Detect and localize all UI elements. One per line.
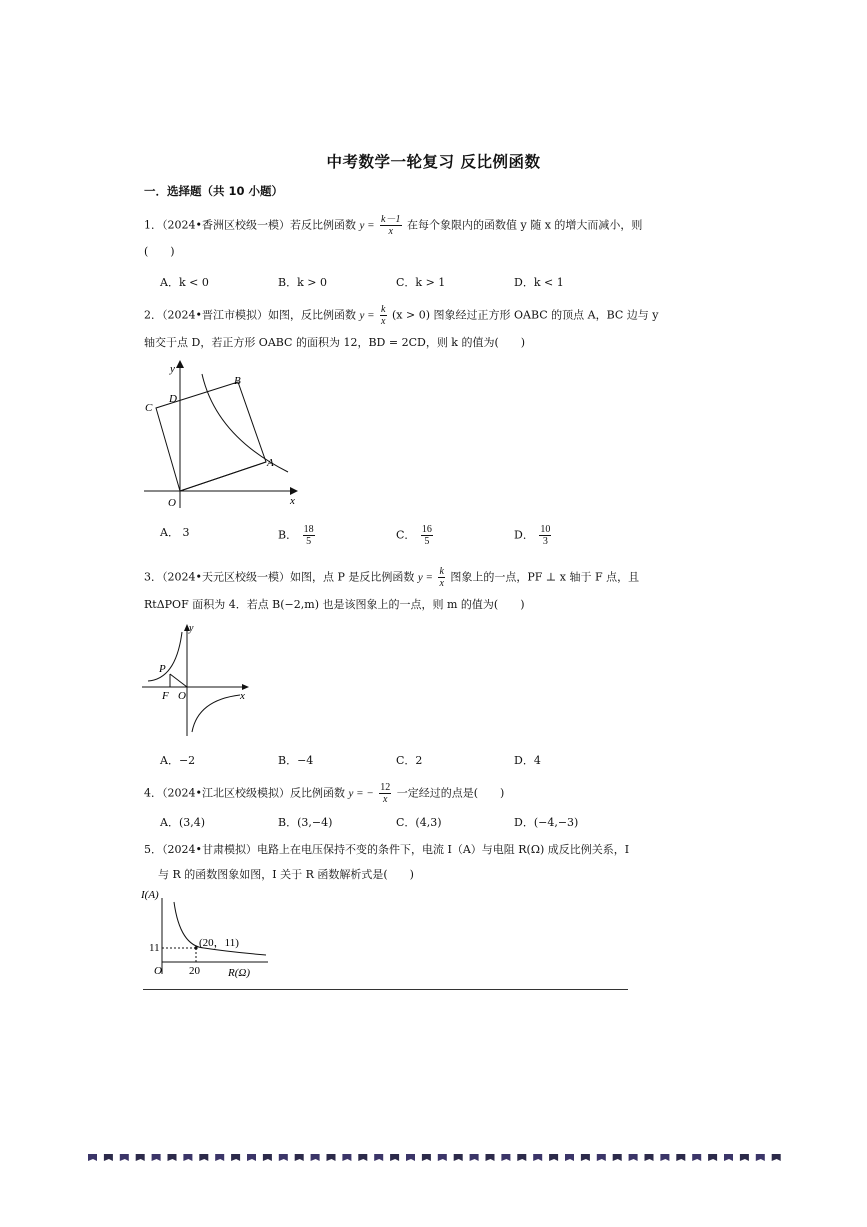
question-5: 5．（2024•甘肃模拟）电路上在电压保持不变的条件下，电流 I（A）与电阻 R(Ω) 成反比例关系，I xyxy=(144,843,630,856)
q5-line1: （2024•甘肃模拟）电路上在电压保持不变的条件下，电流 I（A）与电阻 R(Ω) 成反比例关系，I xyxy=(162,843,630,856)
q4-options xyxy=(160,814,680,830)
q5-figure xyxy=(140,884,270,980)
q2-oa xyxy=(180,462,266,491)
q4-text-post: 一定经过的点是( ) xyxy=(396,786,505,800)
q5-label-xaxis: R(Ω) xyxy=(228,967,250,979)
footer-flag-icon xyxy=(295,1154,304,1161)
q5-line2: 与 R 的函数图象如图，I 关于 R 函数解析式是( ) xyxy=(158,868,414,881)
q5-label-ytick: 11 xyxy=(149,942,160,954)
q2-fraction: $\frac{k}{x}$ xyxy=(381,304,386,327)
q3-label-y: y xyxy=(189,623,194,634)
footer-flag-icon xyxy=(311,1154,320,1161)
page-title: 中考数学一轮复习 反比例函数 xyxy=(326,153,541,171)
footer-flag-icon xyxy=(756,1154,765,1161)
q2-label-b: B xyxy=(234,375,241,387)
footer-flag-icon xyxy=(708,1154,717,1161)
q2-x-arrow xyxy=(290,487,298,495)
footer-flag-icon xyxy=(660,1154,669,1161)
q1-text-post: 在每个象限内的函数值 y 随 x 的增大而减小，则 xyxy=(407,218,643,232)
footer-flag-icon xyxy=(422,1154,431,1161)
q3-option-b[interactable]: B．−4 xyxy=(278,754,314,767)
footer-flag-icon xyxy=(136,1154,145,1161)
footer-flag-icon xyxy=(88,1154,97,1161)
q2-label-c: C xyxy=(145,402,153,414)
q2-y-arrow xyxy=(176,360,184,368)
q2-option-b[interactable]: B． $\frac{18}{5}$ xyxy=(278,524,314,547)
footer-flag-icon xyxy=(470,1154,479,1161)
footer-flag-icon xyxy=(533,1154,542,1161)
q3-label-o: O xyxy=(178,690,186,702)
q2-option-c[interactable]: C． $\frac{16}{5}$ xyxy=(396,524,432,547)
q2-text-pre: （2024•晋江市模拟）如图，反比例函数 xyxy=(162,308,356,322)
question-1: 1．（2024•香洲区校级一模）若反比例函数 y = $\frac{k-1}{x}$ 在每个象限内的函数值 y 随 x 的增大而减小，则 xyxy=(144,214,643,237)
q3-options xyxy=(160,752,680,768)
footer-flag-icon xyxy=(279,1154,288,1161)
footer-flag-icon xyxy=(676,1154,685,1161)
q3-line2: RtΔPOF 面积为 4．若点 B(−2,m) 也是该图象上的一点，则 m 的值为( ) xyxy=(144,598,525,611)
question-4: 4．（2024•江北区校级模拟）反比例函数 y = − $\frac{12}{x}$ 一定经过的点是( ) xyxy=(144,782,505,805)
footer-flag-icon xyxy=(327,1154,336,1161)
q5-label-xtick: 20 xyxy=(189,965,200,977)
footer-flag-icon xyxy=(120,1154,129,1161)
footer-flag-icon xyxy=(517,1154,526,1161)
question-2: 2．（2024•晋江市模拟）如图，反比例函数 y = $\frac{k}{x}$ (x > 0) 图象经过正方形 OABC 的顶点 A，BC 边与 y xyxy=(144,304,659,327)
q3-curve-right xyxy=(192,695,240,732)
q2-label-y: y xyxy=(170,363,175,375)
q3-text-pre: （2024•天元区校级一模）如图，点 P 是反比例函数 xyxy=(162,570,415,584)
footer-flag-icon xyxy=(724,1154,733,1161)
footer-flag-icon xyxy=(231,1154,240,1161)
q1-option-c[interactable]: C．k > 1 xyxy=(396,276,446,289)
q4-option-d[interactable]: D．(−4,−3) xyxy=(514,816,579,829)
q2-text-post: (x > 0) 图象经过正方形 OABC 的顶点 A，BC 边与 y xyxy=(392,308,659,322)
q4-fraction: $\frac{12}{x}$ xyxy=(380,782,391,805)
footer-flag-icon xyxy=(168,1154,177,1161)
q2-label-x: x xyxy=(290,495,295,507)
footer-flag-icon xyxy=(454,1154,463,1161)
q4-option-a[interactable]: A．(3,4) xyxy=(160,816,206,829)
q3-figure xyxy=(140,618,255,740)
divider-line xyxy=(143,989,628,990)
q2-figure xyxy=(140,356,310,516)
q1-text-pre: （2024•香洲区校级一模）若反比例函数 xyxy=(162,218,356,232)
q2-label-o: O xyxy=(168,497,176,509)
footer-flag-icon xyxy=(629,1154,638,1161)
q1-option-b[interactable]: B．k > 0 xyxy=(278,276,327,289)
footer-flag-icon xyxy=(263,1154,272,1161)
footer-flag-icon xyxy=(645,1154,654,1161)
footer-flag-icon xyxy=(247,1154,256,1161)
q2-option-d[interactable]: D． $\frac{10}{3}$ xyxy=(514,524,551,547)
footer-flag-icon xyxy=(104,1154,113,1161)
q5-label-o: O xyxy=(154,965,162,977)
q3-option-a[interactable]: A．−2 xyxy=(160,754,196,767)
q4-text-pre: （2024•江北区校级模拟）反比例函数 xyxy=(162,786,345,800)
footer-flag-icon xyxy=(740,1154,749,1161)
q2-options xyxy=(160,524,680,547)
q5-label-yaxis: I(A) xyxy=(141,889,159,901)
footer-flag-icon xyxy=(183,1154,192,1161)
q4-option-c[interactable]: C．(4,3) xyxy=(396,816,442,829)
q2-option-a[interactable]: A． 3 xyxy=(160,526,190,539)
q3-option-c[interactable]: C．2 xyxy=(396,754,423,767)
q4-option-b[interactable]: B．(3,−4) xyxy=(278,816,333,829)
q1-fraction: $\frac{k-1}{x}$ xyxy=(381,214,401,237)
footer-flag-icon xyxy=(358,1154,367,1161)
footer-flag-icon xyxy=(406,1154,415,1161)
footer-flag-icon xyxy=(501,1154,510,1161)
footer-flag-icon xyxy=(152,1154,161,1161)
footer-flag-icon xyxy=(549,1154,558,1161)
q3-label-f: F xyxy=(162,690,169,702)
q2-line2: 轴交于点 D，若正方形 OABC 的面积为 12，BD = 2CD，则 k 的值为( ) xyxy=(144,336,526,349)
q1-option-d[interactable]: D．k < 1 xyxy=(514,276,564,289)
question-3: 3．（2024•天元区校级一模）如图，点 P 是反比例函数 y = $\frac{k}{x}$ 图象上的一点，PF ⊥ x 轴于 F 点，且 xyxy=(144,566,640,589)
footer-flag-icon xyxy=(215,1154,224,1161)
q3-label-p: P xyxy=(159,663,166,675)
q1-options xyxy=(160,274,680,290)
footer-flag-icon xyxy=(692,1154,701,1161)
footer-flag-icon xyxy=(374,1154,383,1161)
q2-label-d: D xyxy=(169,393,177,405)
q3-label-x: x xyxy=(240,690,245,702)
q5-label-point: (20，11) xyxy=(199,937,239,949)
q1-number: 1． xyxy=(144,218,162,232)
footer-flag-icon xyxy=(390,1154,399,1161)
decorative-footer-border xyxy=(88,1153,781,1163)
section-heading: 一．选择题（共 10 小题） xyxy=(144,184,284,198)
footer-flag-icon xyxy=(438,1154,447,1161)
footer-flag-icon xyxy=(613,1154,622,1161)
q1-paren: ( ) xyxy=(144,245,175,258)
footer-flag-icon xyxy=(581,1154,590,1161)
q3-fraction: $\frac{k}{x}$ xyxy=(439,566,444,589)
footer-flag-icon xyxy=(565,1154,574,1161)
footer-flag-icon xyxy=(772,1154,781,1161)
q2-curve xyxy=(202,374,288,472)
footer-flag-icon xyxy=(486,1154,495,1161)
q3-text-post: 图象上的一点，PF ⊥ x 轴于 F 点，且 xyxy=(450,570,640,584)
q5-point xyxy=(194,946,197,949)
footer-flag-icon xyxy=(199,1154,208,1161)
footer-flag-icon xyxy=(597,1154,606,1161)
q3-po xyxy=(170,674,187,687)
q2-label-a: A xyxy=(267,457,274,469)
footer-flag-icon xyxy=(342,1154,351,1161)
q3-option-d[interactable]: D．4 xyxy=(514,754,541,767)
q1-option-a[interactable]: A．k < 0 xyxy=(160,276,209,289)
